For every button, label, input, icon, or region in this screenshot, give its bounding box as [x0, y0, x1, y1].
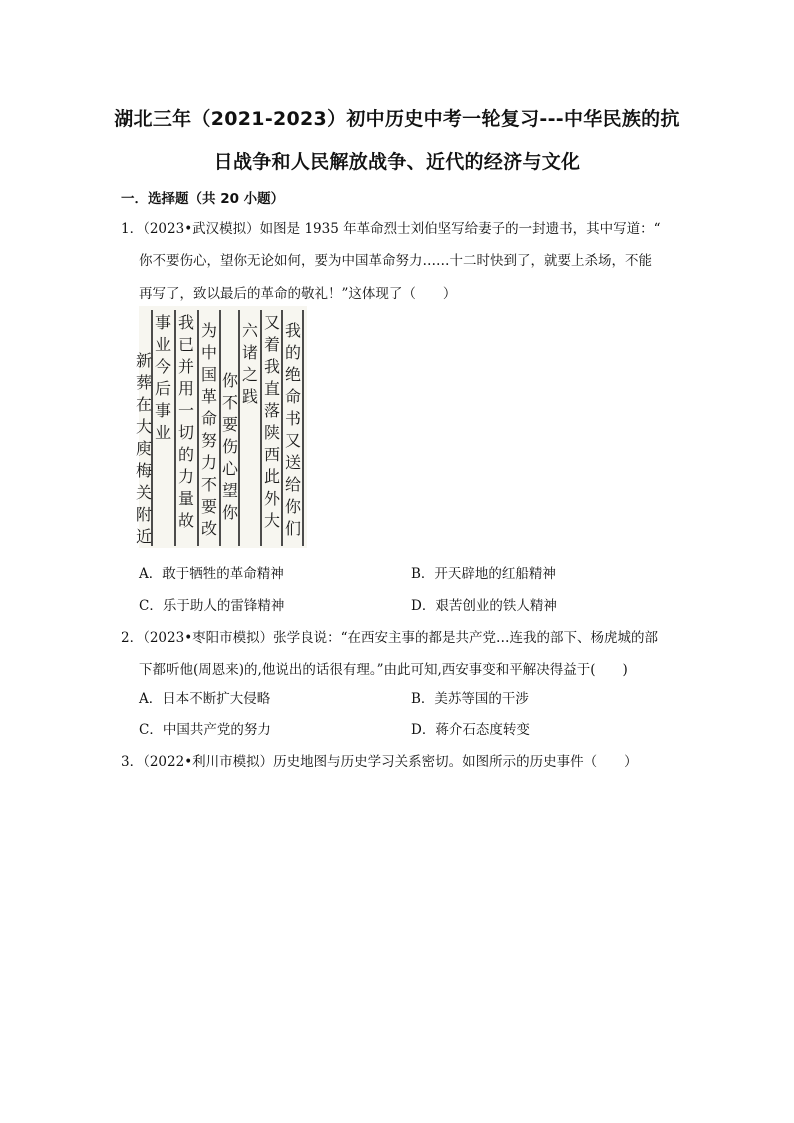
- svg-text:大: 大: [136, 417, 153, 436]
- svg-text:庾: 庾: [136, 439, 153, 458]
- svg-text:之: 之: [242, 365, 259, 384]
- svg-text:书: 书: [285, 409, 302, 428]
- svg-text:你: 你: [285, 497, 302, 516]
- svg-text:为: 为: [201, 321, 218, 340]
- document-title-line2: 日战争和人民解放战争、近代的经济与文化: [213, 151, 581, 173]
- svg-text:们: 们: [285, 519, 302, 538]
- svg-text:直: 直: [264, 379, 281, 398]
- svg-text:的: 的: [178, 445, 195, 464]
- q1-stem-line1: 1．（2023•武汉模拟）如图是 1935 年革命烈士刘伯坚写给妻子的一封遗书，其中写道：“: [121, 221, 661, 237]
- svg-text:已: 已: [178, 335, 195, 354]
- svg-text:西: 西: [264, 445, 281, 464]
- q1-letter-image: [136, 306, 307, 548]
- svg-text:命: 命: [201, 409, 218, 428]
- q2-option-b[interactable]: B．美苏等国的干涉: [411, 691, 529, 707]
- section-heading: 一．选择题（共 20 小题）: [121, 191, 285, 207]
- svg-text:新: 新: [136, 351, 153, 370]
- q2-stem-line2: 下都听他(周恩来)的,他说出的话很有理。”由此可知,西安事变和平解决得益于( ): [139, 662, 628, 678]
- svg-text:切: 切: [178, 423, 195, 442]
- svg-text:关: 关: [136, 483, 153, 502]
- svg-text:你: 你: [222, 503, 239, 522]
- svg-text:心: 心: [222, 459, 239, 478]
- svg-text:命: 命: [285, 387, 302, 406]
- svg-text:落: 落: [264, 401, 281, 420]
- svg-text:一: 一: [178, 401, 195, 420]
- svg-text:业: 业: [155, 423, 172, 442]
- svg-text:业: 业: [155, 335, 172, 354]
- svg-text:不: 不: [222, 393, 239, 412]
- svg-text:六: 六: [242, 321, 259, 340]
- svg-text:不: 不: [201, 475, 218, 494]
- svg-text:用: 用: [178, 379, 195, 398]
- svg-text:力: 力: [201, 453, 218, 472]
- svg-text:的: 的: [285, 343, 302, 362]
- svg-text:中: 中: [201, 343, 218, 362]
- svg-text:给: 给: [285, 475, 302, 494]
- svg-text:外: 外: [264, 489, 281, 508]
- q3-stem-line1: 3．（2022•利川市模拟）历史地图与历史学习关系密切。如图所示的历史事件（ ）: [121, 754, 638, 770]
- svg-text:要: 要: [222, 415, 239, 434]
- svg-text:梅: 梅: [136, 461, 153, 480]
- q1-option-b[interactable]: B．开天辟地的红船精神: [411, 566, 556, 582]
- svg-text:又: 又: [264, 313, 281, 332]
- q1-option-c[interactable]: C．乐于助人的雷锋精神: [139, 598, 285, 614]
- svg-text:着: 着: [264, 335, 281, 354]
- svg-text:并: 并: [178, 357, 195, 376]
- svg-text:力: 力: [178, 467, 195, 486]
- svg-text:绝: 绝: [285, 365, 302, 384]
- svg-text:要: 要: [201, 497, 218, 516]
- figure-glyph: 我: [285, 321, 302, 340]
- svg-text:量: 量: [178, 489, 195, 508]
- q2-option-a[interactable]: A．日本不断扩大侵略: [139, 691, 271, 707]
- q1-stem-line2: 你不要伤心，望你无论如何，要为中国革命努力……十二时快到了，就要上杀场，不能: [139, 253, 652, 269]
- svg-text:陕: 陕: [264, 423, 281, 442]
- q1-option-a[interactable]: A．敢于牺牲的革命精神: [139, 566, 284, 582]
- svg-text:望: 望: [222, 481, 239, 500]
- svg-text:诸: 诸: [242, 343, 259, 362]
- svg-text:又: 又: [285, 431, 302, 450]
- svg-text:事: 事: [155, 313, 172, 332]
- q2-option-d[interactable]: D．蒋介石态度转变: [411, 722, 530, 738]
- svg-text:送: 送: [285, 453, 302, 472]
- svg-text:在: 在: [136, 395, 153, 414]
- svg-text:大: 大: [264, 511, 281, 530]
- svg-text:伤: 伤: [222, 437, 239, 456]
- svg-text:我: 我: [178, 313, 195, 332]
- svg-text:改: 改: [201, 519, 218, 538]
- svg-text:后: 后: [155, 379, 172, 398]
- q1-stem-line3: 再写了，致以最后的革命的敬礼！”这体现了（ ）: [139, 286, 457, 302]
- svg-text:努: 努: [201, 431, 218, 450]
- svg-text:故: 故: [178, 511, 195, 530]
- svg-text:葬: 葬: [136, 373, 153, 392]
- q1-option-d[interactable]: D．艰苦创业的铁人精神: [411, 598, 557, 614]
- svg-text:此: 此: [264, 467, 281, 486]
- svg-text:践: 践: [242, 387, 259, 406]
- svg-text:革: 革: [201, 387, 218, 406]
- svg-text:事: 事: [155, 401, 172, 420]
- svg-text:我: 我: [264, 357, 281, 376]
- svg-text:近: 近: [136, 527, 153, 546]
- svg-text:你: 你: [222, 371, 239, 390]
- q2-option-c[interactable]: C．中国共产党的努力: [139, 722, 271, 738]
- document-title-line1: 湖北三年（2021-2023）初中历史中考一轮复习---中华民族的抗: [114, 108, 680, 130]
- q2-stem-line1: 2．（2023•枣阳市模拟）张学良说：“在西安主事的都是共产党…连我的部下、杨虎城的部: [121, 630, 659, 646]
- svg-text:国: 国: [201, 365, 218, 384]
- svg-text:附: 附: [136, 505, 153, 524]
- svg-text:今: 今: [155, 357, 172, 376]
